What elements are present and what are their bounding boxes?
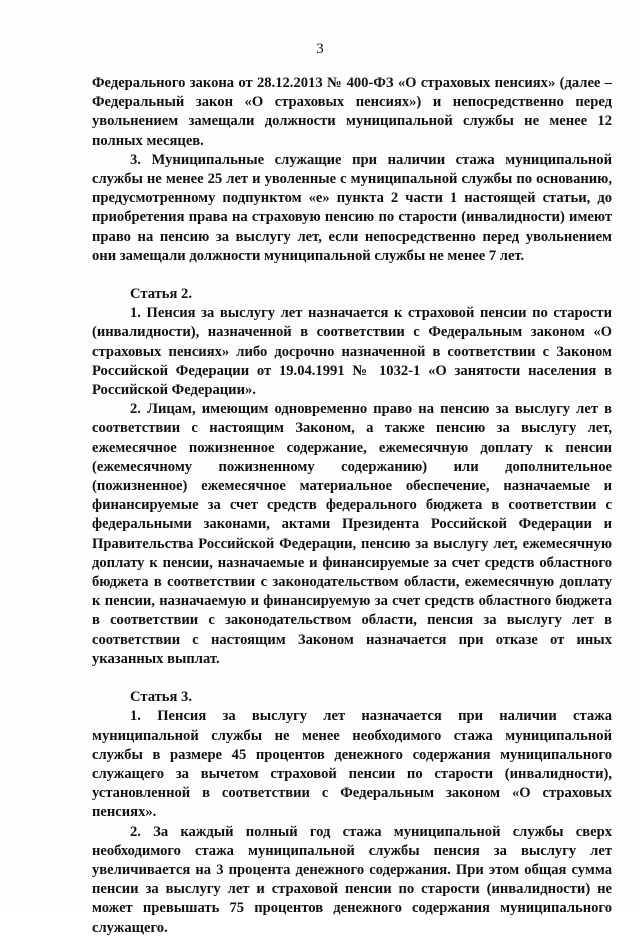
article-2-paragraph-2: 2. Лицам, имеющим одновременно право на пенсию за выслугу лет в соответствии с настоящим Законом, а также пенсию за выслугу лет, ежемесячное пожизненное содержание, ежемесячную доплату к пенсии (ежемесячному пожизненному содержанию) или дополнительное (пожизненное) ежемесячное материальное обеспечение, назначаемые и финансируемые за счет средств федерального бюджета в соответствии с федеральными законами, актами Президента Российской Федерации и Правительства Российской Федерации, пенсию за выслугу лет, ежемесячную доплату к пенсии, назначаемые и финансируемые за счет средств областного бюджета в соответствии с законодательством области, ежемесячную доплату к пенсии, назначаемую и финансируемую за счет средств областного бюджета в соответствии с законодательством области, пенсия за выслугу лет в соответствии с настоящим Законом назначается при отказе от иных указанных выплат.	[92, 401, 612, 667]
document-body	[92, 74, 612, 938]
article-2-heading: Статья 2.	[130, 286, 192, 303]
paragraph-continuation: Федерального закона от 28.12.2013 № 400-ФЗ «О страховых пенсиях» (далее – Федеральный закон «О страховых пенсиях») и непосредственно перед увольнением замещали должности муниципальной службы не менее 12 полных месяцев.	[92, 75, 612, 149]
article-3-heading: Статья 3.	[130, 689, 192, 706]
article-3-paragraph-2: 2. За каждый полный год стажа муниципальной службы сверх необходимого стажа муниципальной службы пенсия за выслугу лет увеличивается на 3 процента денежного содержания. При этом общая сумма пенсии за выслугу лет и страховой пенсии по старости (инвалидности) не может превышать 75 процентов денежного содержания муниципального служащего.	[92, 823, 612, 936]
article-2-paragraph-1: 1. Пенсия за выслугу лет назначается к страховой пенсии по старости (инвалидности), назначенной в соответствии с Федеральным законом «О страховых пенсиях» либо досрочно назначенной в соответствии с Законом Российской Федерации от 19.04.1991 № 1032-1 «О занятости населения в Российской Федерации».	[92, 305, 612, 399]
article-3-paragraph-1: 1. Пенсия за выслугу лет назначается при наличии стажа муниципальной службы не менее необходимого стажа муниципальной службы в размере 45 процентов денежного содержания муниципального служащего за вычетом страховой пенсии по старости (инвалидности), установленной в соответствии с Федеральным законом «О страховых пенсиях».	[92, 708, 612, 821]
page-number: 3	[316, 41, 324, 57]
paragraph-item-3: 3. Муниципальные служащие при наличии стажа муниципальной службы не менее 25 лет и уволенные с муниципальной службы по основанию, предусмотренному подпунктом «е» пункта 2 части 1 настоящей статьи, до приобретения права на страховую пенсию по старости (инвалидности) имеют право на пенсию за выслугу лет, если непосредственно перед увольнением они замещали должности муниципальной службы не менее 7 лет.	[92, 151, 612, 264]
